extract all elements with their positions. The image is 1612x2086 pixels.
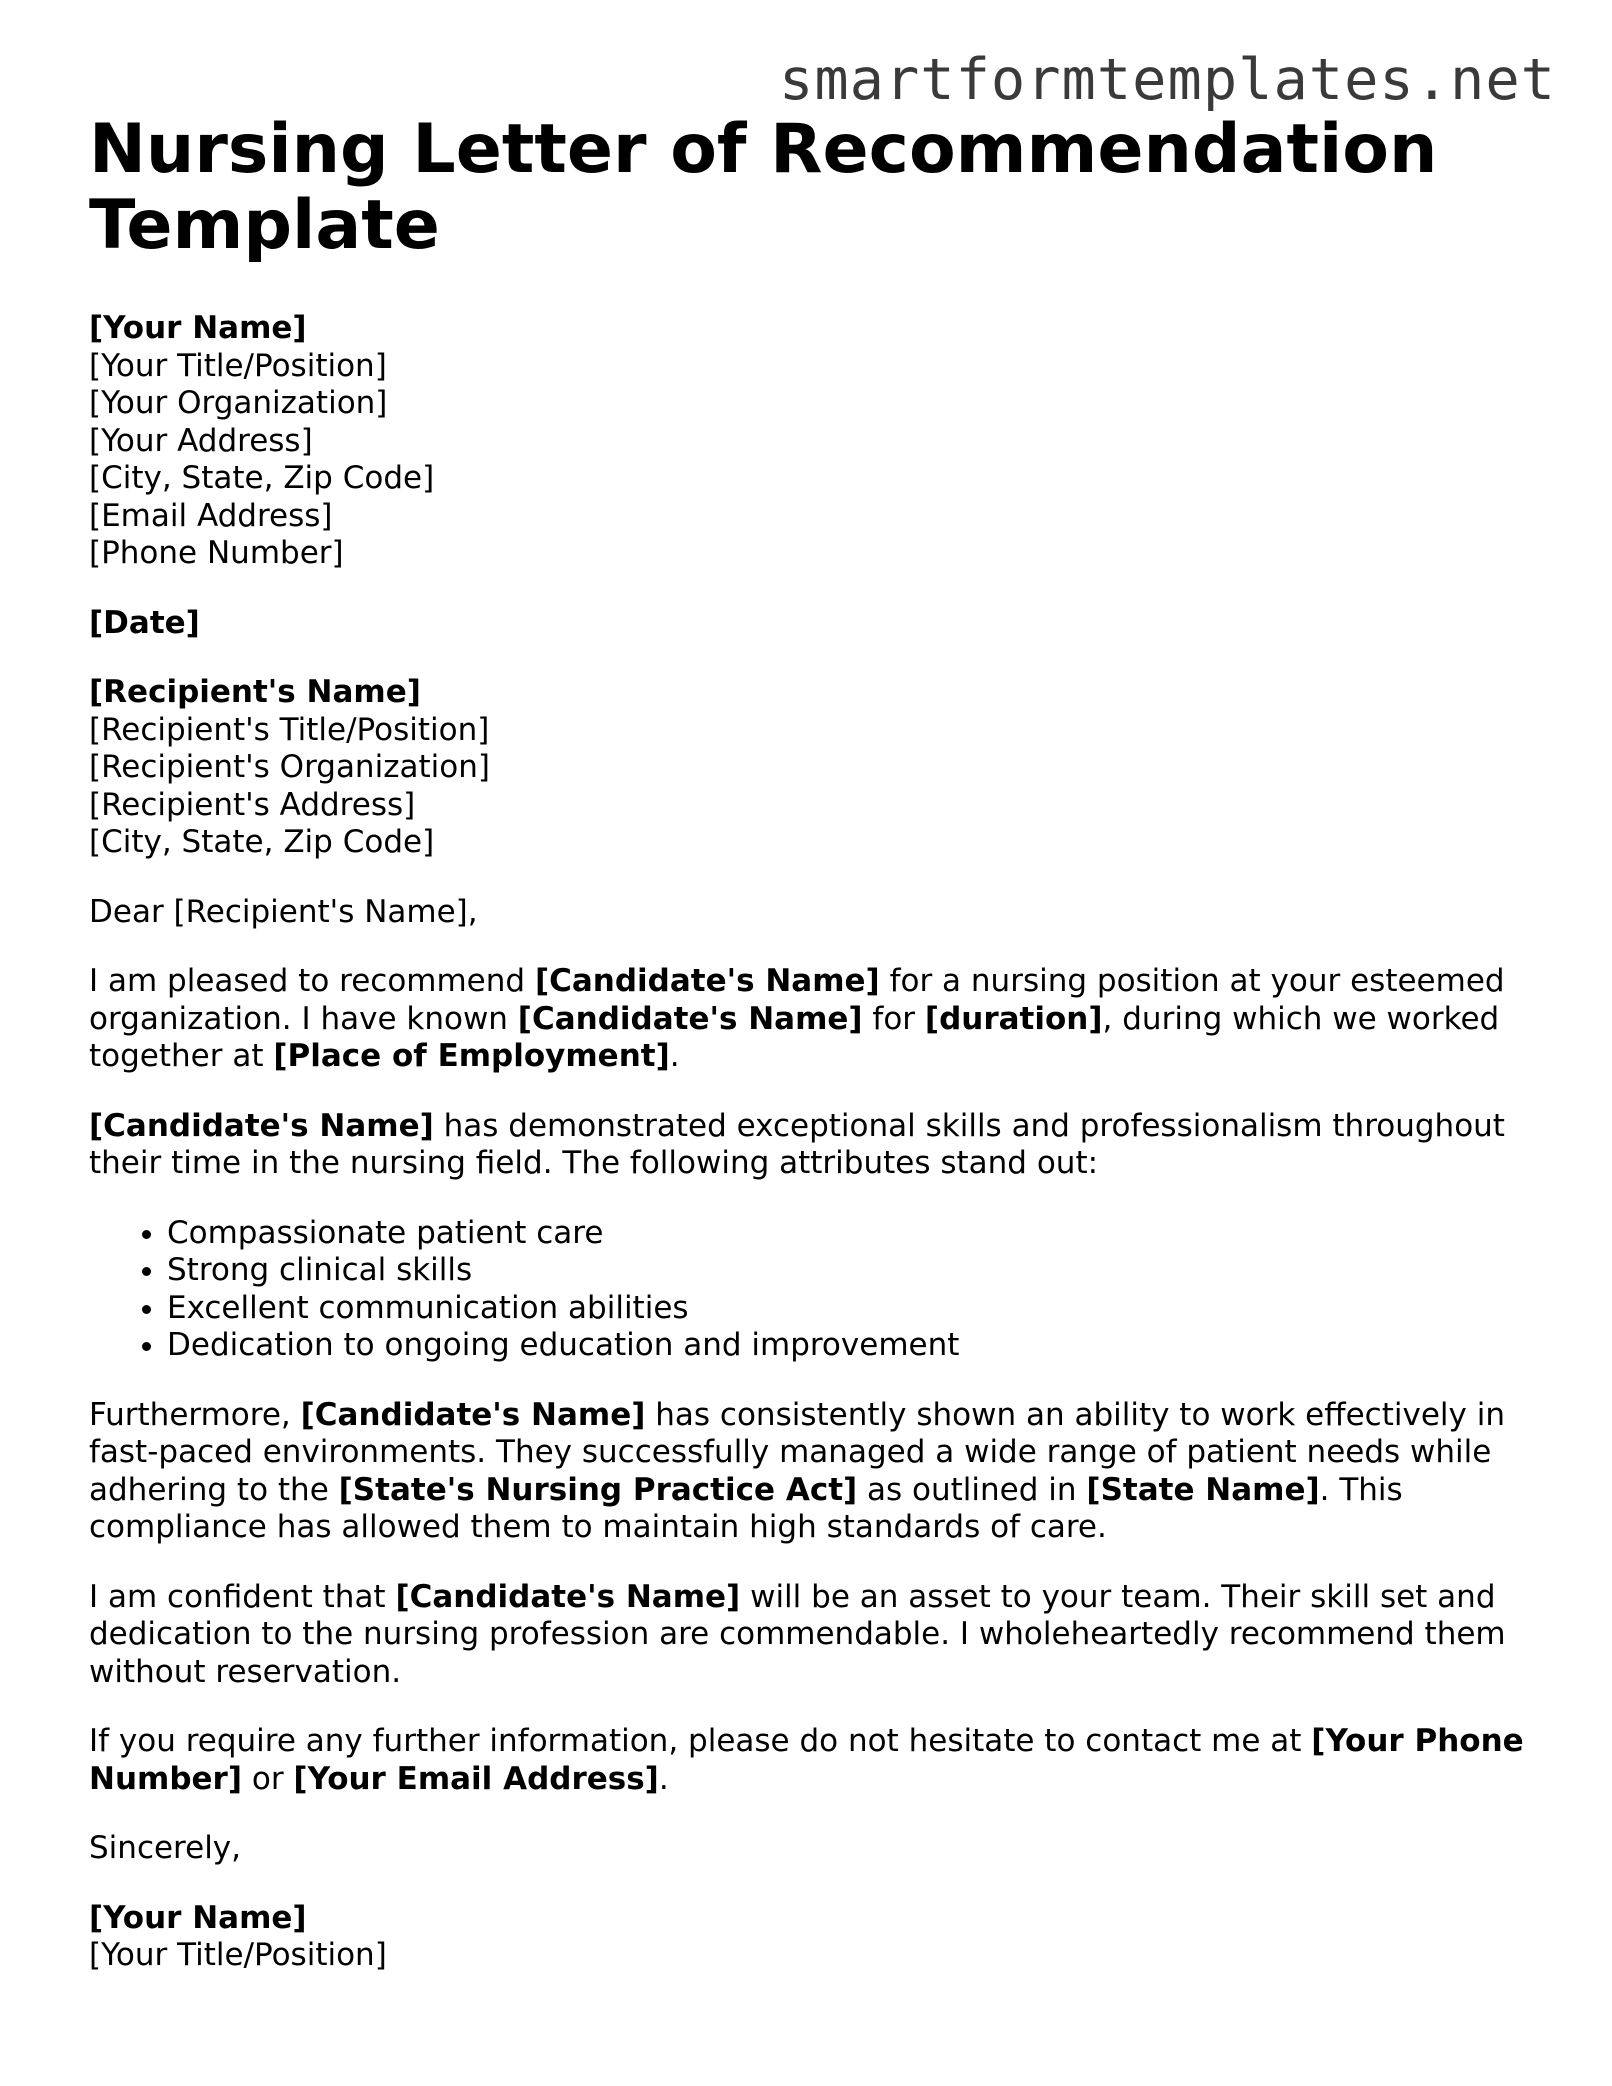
signature-block (89, 1900, 1539, 1975)
p5-email: [Your Email Address] (293, 1760, 659, 1797)
signature-title: [Your Title/Position] (89, 1937, 387, 1973)
recipient-block (89, 674, 1539, 862)
date-block (89, 605, 1539, 643)
p2-candidate-name: [Candidate's Name] (89, 1107, 434, 1144)
sender-block (89, 310, 1539, 573)
p5-text-2: or (242, 1760, 294, 1797)
p1-text-5: . (669, 1038, 680, 1074)
recipient-organization: [Recipient's Organization] (89, 749, 490, 785)
p1-text-1: I am pleased to recommend (89, 963, 535, 999)
p1-duration: [duration] (924, 1000, 1103, 1037)
letter-date: [Date] (89, 604, 200, 641)
sender-organization: [Your Organization] (89, 385, 388, 421)
list-item: • Compassionate patient care (167, 1215, 1539, 1253)
recipient-name: [Recipient's Name] (89, 674, 421, 710)
p4-text-1: I am confident that (89, 1578, 396, 1615)
list-item: • Excellent communication abilities (167, 1290, 1539, 1328)
recipient-city: [City, State, Zip Code] (89, 824, 435, 860)
paragraph-contact (89, 1723, 1539, 1798)
p5-phone: [Your Phone Number] (89, 1723, 1524, 1797)
p1-text-4: , during which we worked together at (89, 1000, 1500, 1074)
p3-candidate-name: [Candidate's Name] (300, 1396, 646, 1433)
attribute-list (89, 1215, 1539, 1365)
sender-name: [Your Name] (89, 310, 307, 346)
sender-title: [Your Title/Position] (89, 347, 387, 384)
p4-text-2: will be an asset to your team. Their skill set and dedication to the nursing profession are commendable. I wholeheartedly recommend them without reservation. (89, 1578, 1506, 1690)
p1-text-2: for a nursing position at your esteemed organization. I have known (89, 963, 1505, 1037)
list-item: • Dedication to ongoing education and improvement (167, 1327, 1539, 1365)
p2-text: has demonstrated exceptional skills and professionalism throughout their time in the nursing field. The following attributes stand out: (89, 1107, 1505, 1181)
sender-address: [Your Address] (89, 422, 313, 459)
p4-candidate-name: [Candidate's Name] (395, 1578, 741, 1615)
sender-phone: [Phone Number] (89, 535, 344, 571)
closing: Sincerely, (89, 1830, 242, 1866)
p1-place-of-employment: [Place of Employment] (273, 1038, 670, 1074)
letter-document (89, 112, 1539, 2007)
p3-text-1: Furthermore, (89, 1396, 301, 1433)
paragraph-skills (89, 1108, 1539, 1183)
paragraph-furthermore (89, 1397, 1539, 1547)
sender-email: [Email Address] (89, 497, 333, 534)
recipient-address: [Recipient's Address] (89, 786, 416, 823)
sender-city: [City, State, Zip Code] (89, 460, 435, 496)
paragraph-intro (89, 963, 1539, 1076)
paragraph-confident (89, 1579, 1539, 1692)
recipient-title: [Recipient's Title/Position] (89, 711, 490, 748)
p1-candidate-name: [Candidate's Name] (534, 963, 880, 999)
p3-state-name: [State Name] (1086, 1471, 1320, 1508)
p3-practice-act: [State's Nursing Practice Act] (338, 1471, 858, 1508)
p3-text-4: . This compliance has allowed them to maintain high standards of care. (89, 1471, 1403, 1545)
p3-text-3: as outlined in (857, 1471, 1087, 1508)
salutation: Dear [Recipient's Name], (89, 893, 478, 930)
p3-text-2: has consistently shown an ability to work effectively in fast-paced environments. They successfully managed a wide range of patient needs while adhering to the (89, 1396, 1505, 1508)
p1-text-3: for (862, 1000, 925, 1037)
list-item: • Strong clinical skills (167, 1252, 1539, 1290)
signature-name: [Your Name] (89, 1899, 307, 1936)
p1-candidate-name-2: [Candidate's Name] (517, 1000, 863, 1037)
site-watermark: smartformtemplates.net (779, 47, 1556, 113)
p5-text-3: . (658, 1760, 669, 1797)
p5-text-1: If you require any further information, please do not hesitate to contact me at (89, 1723, 1312, 1759)
page-title: Nursing Letter of Recommendation Template (89, 110, 1438, 265)
